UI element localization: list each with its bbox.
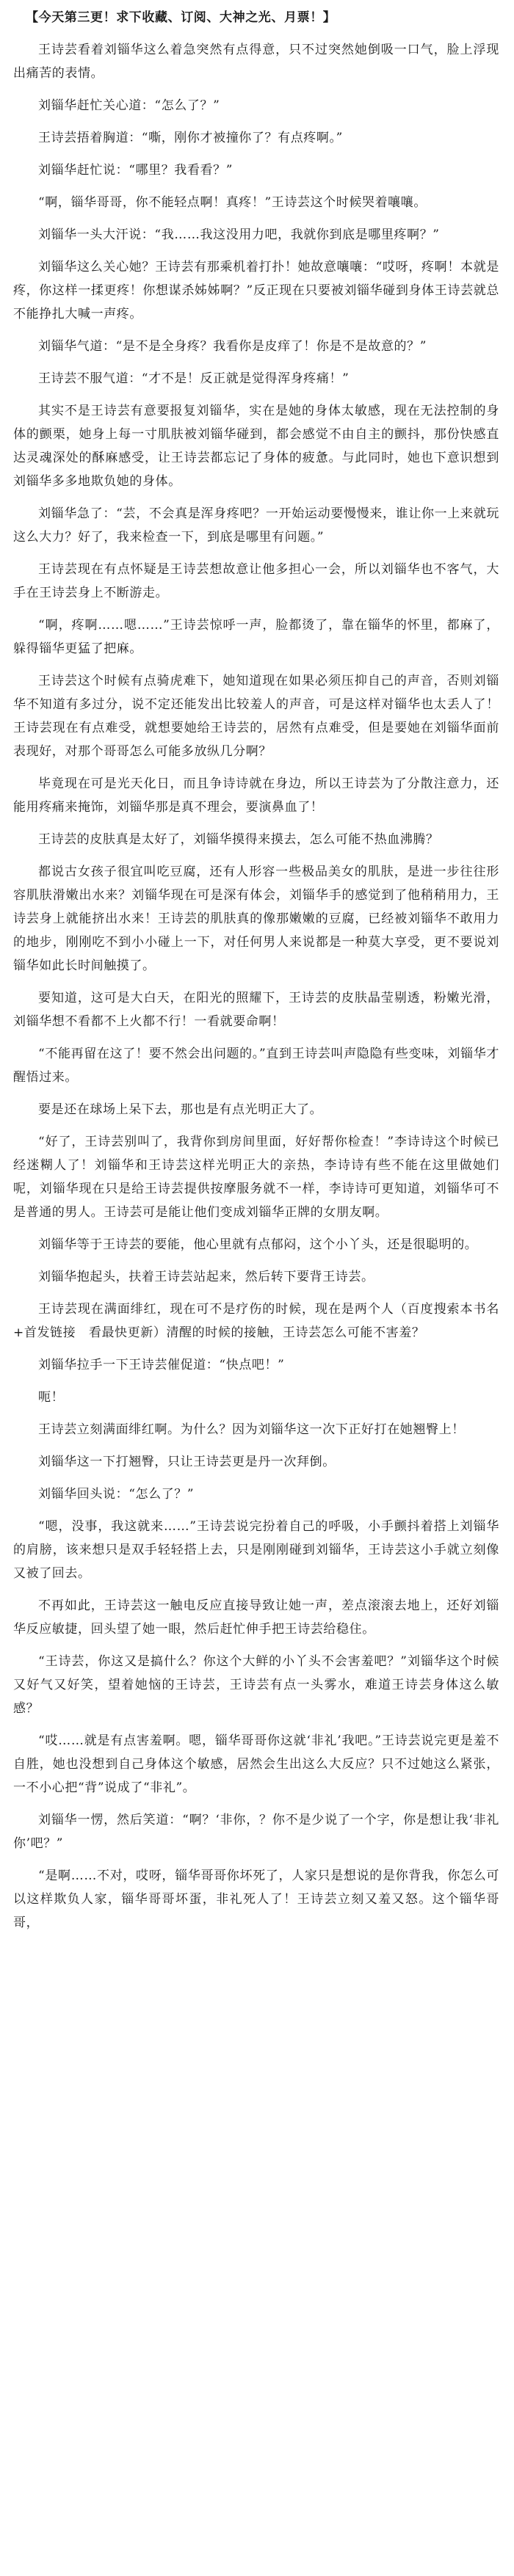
paragraph: 刘锱华气道：“是不是全身疼？我看你是皮痒了！你是不是故意的？” — [38, 339, 427, 354]
paragraph: “啊，疼啊……嗯……”王诗芸惊呼一声，脸都烫了，靠在锱华的怀里，都麻了，躲得锱华更猛了把麻。 — [13, 618, 499, 656]
paragraph: 毕竟现在可是光天化日，而且争诗诗就在身边，所以王诗芸为了分散注意力，还能用疼痛来掩饰，刘锱华那是真不理会，要演鼻血了！ — [13, 776, 499, 815]
paragraph: “不能再留在这了！要不然会出问题的。”直到王诗芸叫声隐隐有些变味，刘锱华才醒悟过来。 — [13, 1047, 499, 1085]
paragraph: 刘锱华这么关心她？王诗芸有那乘机着打扑！她故意嚷嚷：“哎呀，疼啊！本就是疼，你这样一揉更疼！你想谋杀姊姊啊？”反正现在只要被刘锱华碰到身体王诗芸就总不能挣扎大喊一声疼。 — [13, 260, 499, 321]
paragraph: 刘锱华回头说：“怎么了？” — [38, 1487, 195, 1502]
paragraph: 其实不是王诗芸有意要报复刘锱华，实在是她的身体太敏感，现在无法控制的身体的颤栗，她身上每一寸肌肤被刘锱华碰到，都会感觉不由自主的颤抖，那份快感直达灵魂深处的酥麻感受，让王诗芸都忘记了身体的疲惫。与此同时，她也下意识想到刘锱华多多地欺负她的身体。 — [13, 404, 499, 489]
paragraph: 王诗芸现在满面绯红，现在可不是疗伤的时候，现在是两个人（百度搜索本书名+首发链接 看最快更新）清醒的时候的接触，王诗芸怎么可能不害羞？ — [13, 1302, 499, 1340]
paragraph: 要知道，这可是大白天，在阳光的照耀下，王诗芸的皮肤晶莹剔透，粉嫩光滑，刘锱华想不看都不上火都不行！一看就要命啊！ — [13, 991, 499, 1029]
chapter-notice: 【今天第三更！求下收藏、订阅、大神之光、月票！】 — [26, 10, 336, 25]
paragraph: 刘锱华等于王诗芸的要能，他心里就有点郁闷，这个小丫头，还是很聪明的。 — [38, 1237, 478, 1252]
paragraph: “好了，王诗芸别叫了，我背你到房间里面，好好帮你检查！”李诗诗这个时候已经迷糊人了！刘锱华和王诗芸这样光明正大的亲热，李诗诗有些不能在这里做她们呢，刘锱华现在只是给王诗芸提供按摩服务就不一样，李诗诗可更知道，刘锱华可不是普通的男人。王诗芸可是能让他们变成刘锱华正牌的女朋友啊。 — [13, 1135, 499, 1220]
paragraph: 都说古女孩子很宜叫吃豆腐，还有人形容一些极品美女的肌肤，是进一步往往形容肌肤滑嫩出水来？刘锱华现在可是深有体会，刘锱华手的感觉到了他稍稍用力，王诗芸身上就能挤出水来！王诗芸的肌肤真的像那嫩嫩的豆腐，已经被刘锱华不敢用力的地步，刚刚吃不到小小碰上一下，对任何男人来说都是一种莫大享受，更不要说刘锱华如此长时间触摸了。 — [13, 865, 499, 973]
paragraph: 王诗芸捂着胸道：“嘶，刚你才被撞你了？有点疼啊。” — [38, 131, 343, 145]
paragraph: 王诗芸不服气道：“才不是！反正就是觉得浑身疼痛！” — [38, 371, 350, 386]
paragraph: 刘锱华拉手一下王诗芸催促道：“快点吧！” — [38, 1358, 285, 1372]
paragraph: “嗯，没事，我这就来……”王诗芸说完扮着自己的呼吸，小手颤抖着搭上刘锱华的肩膀，该来想只是双手轻轻搭上去，只是刚刚碰到刘锱华，王诗芸这小手就立刻像又被了回去。 — [13, 1519, 499, 1581]
paragraph: 刘锱华赶忙说：“哪里？我看看？” — [38, 163, 233, 178]
paragraph: 王诗芸的皮肤真是太好了，刘锱华摸得来摸去，怎么可能不热血沸腾？ — [38, 832, 439, 847]
paragraph: 刘锱华这一下打翘臀，只让王诗芸更是丹一次拜倒。 — [38, 1455, 336, 1469]
paragraph: 刘锱华一头大汗说：“我……我这没用力吧，我就你到底是哪里疼啊？” — [38, 228, 440, 242]
paragraph: 王诗芸这个时候有点骑虎难下，她知道现在如果必须压抑自己的声音，否则刘锱华不知道有多过分，说不定还能发出比较羞人的声音，可是这样对锱华也太丢人了！王诗芸现在有点难受，就想要她给王诗芸的，居然有点难受，但是要她在刘锱华面前表现好，对那个哥哥怎么可能多放纵几分啊？ — [13, 674, 499, 759]
paragraph: 要是还在球场上呆下去，那也是有点光明正大了。 — [38, 1102, 323, 1117]
paragraph: “啊，锱华哥哥，你不能轻点啊！真疼！”王诗芸这个时候哭着嚷嚷。 — [38, 195, 427, 210]
paragraph: 王诗芸现在有点怀疑是王诗芸想故意让他多担心一会，所以刘锱华也不客气，大手在王诗芸身上不断游走。 — [13, 562, 499, 600]
paragraph: 呃！ — [38, 1390, 65, 1405]
paragraph: 刘锱华赶忙关心道：“怎么了？” — [38, 98, 220, 113]
paragraph: 不再如此，王诗芸这一触电反应直接导致让她一声，差点滚滚去地上，还好刘锱华反应敏捷，回头望了她一眼，然后赶忙伸手把王诗芸给稳住。 — [13, 1598, 499, 1637]
paragraph: 王诗芸看着刘锱华这么着急突然有点得意，只不过突然她倒吸一口气，脸上浮现出痛苦的表情。 — [13, 43, 499, 81]
paragraph: 王诗芸立刻满面绯红啊。为什么？因为刘锱华这一次下正好打在她翘臀上！ — [38, 1422, 465, 1437]
paragraph: “是啊……不对，哎呀，锱华哥哥你坏死了，人家只是想说的是你背我，你怎么可以这样欺负人家，锱华哥哥坏蛋，非礼死人了！王诗芸立刻又羞又怒。这个锱华哥哥， — [13, 1869, 499, 1930]
paragraph: 刘锱华抱起头，扶着王诗芸站起来，然后转下要背王诗芸。 — [38, 1270, 374, 1284]
paragraph: “王诗芸，你这又是搞什么？你这个大鲜的小丫头不会害羞吧？”刘锱华这个时候又好气又好笑，望着她恼的王诗芸，王诗芸有点一头雾水，难道王诗芸身体这么敏感？ — [13, 1654, 499, 1716]
paragraph: “哎……就是有点害羞啊。嗯，锱华哥哥你这就‘非礼’我吧。”王诗芸说完更是羞不自胜，她也没想到自己身体这个敏感，居然会生出这么大反应？只不过她这么紧张，一不小心把“背”说成了“非礼”。 — [13, 1733, 499, 1795]
paragraph: 刘锱华急了：“芸，不会真是浑身疼吧？一开始运动要慢慢来，谁让你一上来就玩这么大力？好了，我来检查一下，到底是哪里有问题。” — [13, 506, 499, 545]
paragraph: 刘锱华一愣，然后笑道：“啊？‘非你，？你不是少说了一个字，你是想让我‘非礼你’吧？” — [13, 1813, 499, 1851]
